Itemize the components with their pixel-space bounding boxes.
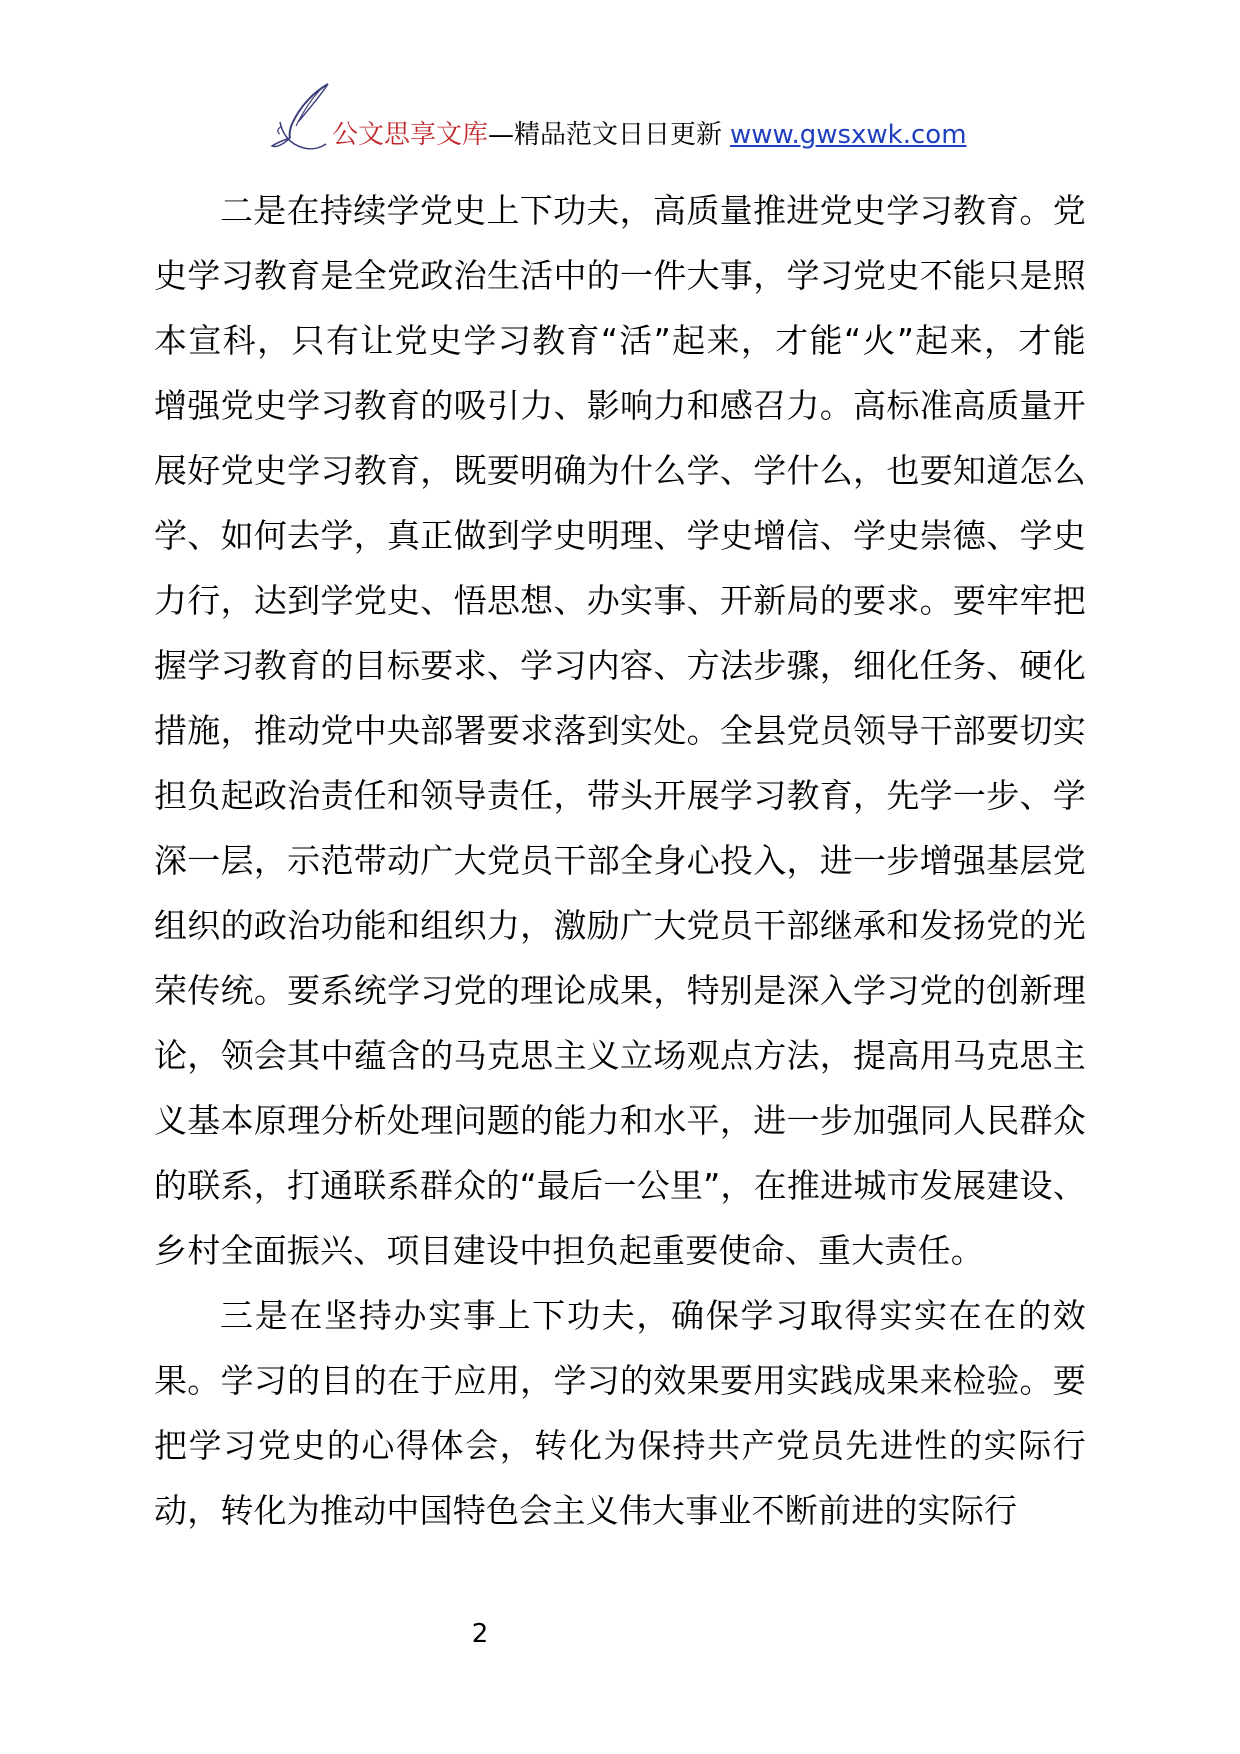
paragraph-3: 三是在坚持办实事上下功夫，确保学习取得实实在在的效果。学习的目的在于应用，学习的效果要用实践成果来检验。要把学习党史的心得体会，转化为保持共产党员先进性的实际行动，转化为推动中国特色会主义伟大事业不断前进的实际行 bbox=[154, 1296, 1086, 1530]
quill-pen-icon bbox=[270, 82, 334, 154]
header-tagline: 精品范文日日更新 bbox=[514, 120, 723, 150]
header-dash: — bbox=[488, 120, 515, 150]
page-number: 2 bbox=[471, 1619, 489, 1649]
brand-name: 公文思享文库 bbox=[332, 120, 489, 150]
site-link[interactable]: www.gwsxwk.com bbox=[730, 120, 967, 150]
header-line bbox=[332, 118, 967, 152]
document-body bbox=[154, 178, 1086, 1543]
page-header bbox=[270, 82, 1030, 162]
paragraph-2: 二是在持续学党史上下功夫，高质量推进党史学习教育。党史学习教育是全党政治生活中的一件大事，学习党史不能只是照本宣科，只有让党史学习教育“活”起来，才能“火”起来，才能增强党史学习教育的吸引力、影响力和感召力。高标准高质量开展好党史学习教育，既要明确为什么学、学什么，也要知道怎么学、如何去学，真正做到学史明理、学史增信、学史崇德、学史力行，达到学党史、悟思想、办实事、开新局的要求。要牢牢把握学习教育的目标要求、学习内容、方法步骤，细化任务、硬化措施，推动党中央部署要求落到实处。全县党员领导干部要切实担负起政治责任和领导责任，带头开展学习教育，先学一步、学深一层，示范带动广大党员干部全身心投入，进一步增强基层党组织的政治功能和组织力，激励广大党员干部继承和发扬党的光荣传统。要系统学习党的理论成果，特别是深入学习党的创新理论，领会其中蕴含的马克思主义立场观点方法，提高用马克思主义基本原理分析处理问题的能力和水平，进一步加强同人民群众的联系，打通联系群众的“最后一公里”，在推进城市发展建设、乡村全面振兴、项目建设中担负起重要使命、重大责任。 bbox=[154, 191, 1086, 1270]
